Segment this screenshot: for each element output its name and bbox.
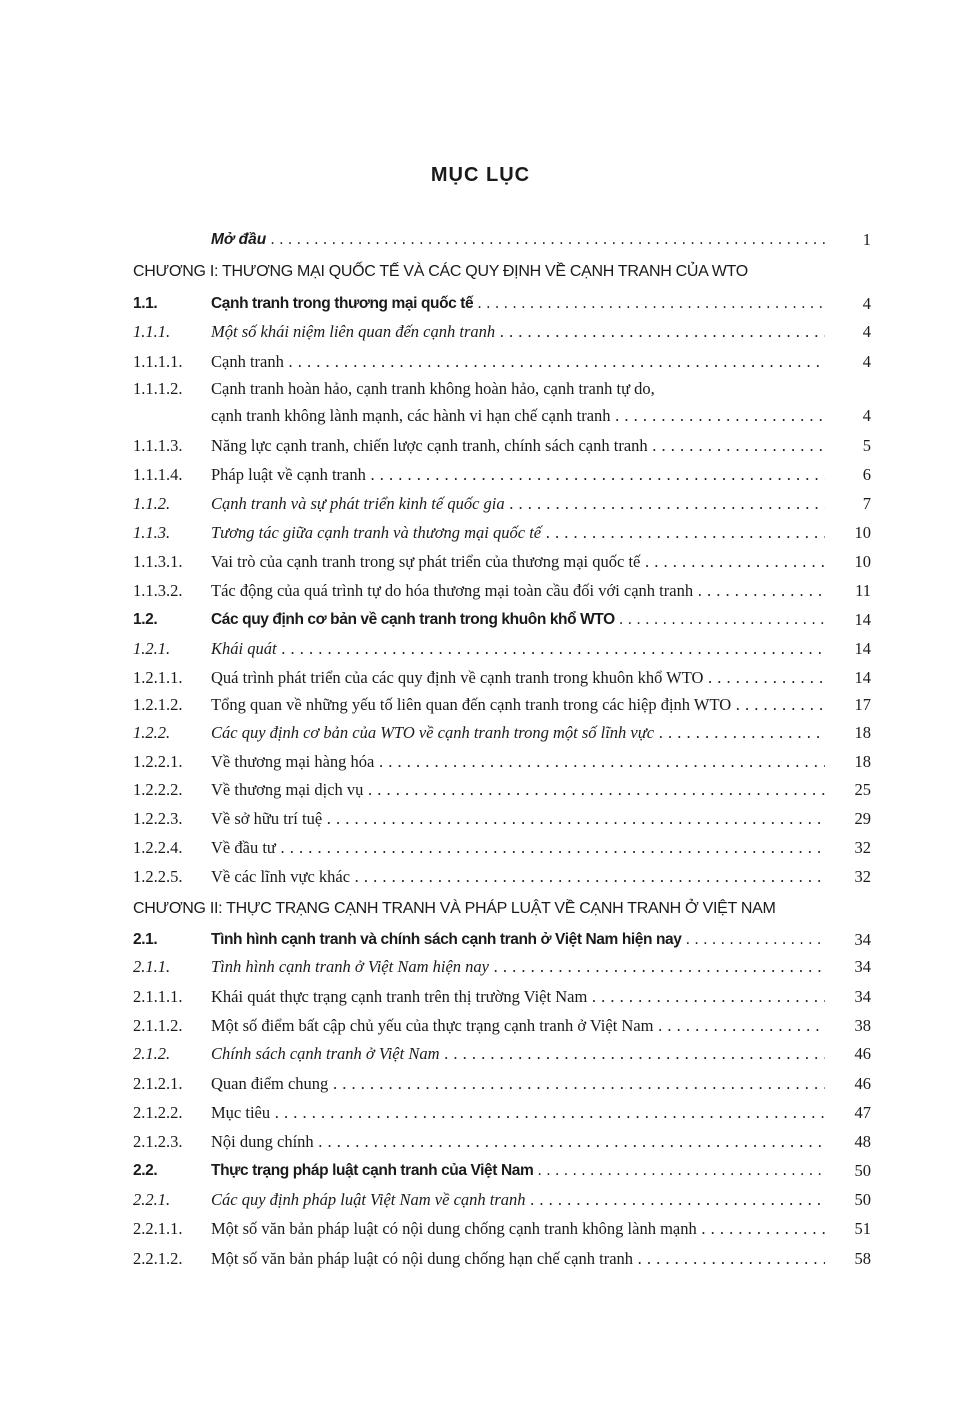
toc-entry-page: 47 <box>854 1103 871 1122</box>
chapter-title: CHƯƠNG I: THƯƠNG MẠI QUỐC TẾ VÀ CÁC QUY ĐỊNH VỀ CẠNH TRANH CỦA WTO <box>133 263 748 280</box>
toc-entry-number: 1.1.1. <box>133 322 171 341</box>
toc-entry <box>0 1071 961 1097</box>
toc-entry-page: 14 <box>854 610 871 629</box>
toc-entry <box>0 1246 961 1272</box>
toc-entry-text: Một số văn bản pháp luật có nội dung chống hạn chế cạnh tranh . . . <box>211 1246 825 1272</box>
toc-entry-number: 1.2.1.2. <box>133 695 183 714</box>
toc-entry <box>0 520 961 546</box>
toc-entry <box>0 607 961 633</box>
toc-entry-text: Cạnh tranh . . . <box>211 349 825 375</box>
toc-entry-text: Tình hình cạnh tranh ở Việt Nam hiện nay . . . <box>211 954 825 980</box>
toc-entry-page: 58 <box>854 1249 871 1268</box>
toc-entry-page: 32 <box>854 838 871 857</box>
toc-entry-number: 1.1.1.2. <box>133 379 183 398</box>
toc-entry-page: 34 <box>854 957 871 976</box>
toc-entry-page: 1 <box>862 230 871 249</box>
toc-entry-number: 1.2. <box>133 611 158 628</box>
toc-entry <box>0 376 961 402</box>
toc-entry <box>0 864 961 890</box>
toc-entry-number: 1.1.1.1. <box>133 352 183 371</box>
toc-entry-page: 14 <box>854 639 871 658</box>
toc-entry <box>0 806 961 832</box>
toc-entry-text: Về đầu tư . . . <box>211 835 825 861</box>
toc-entry-page: 10 <box>854 523 871 542</box>
toc-entry-text: Mục tiêu . . . <box>211 1100 825 1126</box>
toc-entry-text: Thực trạng pháp luật cạnh tranh của Việt Nam . . . <box>211 1158 825 1184</box>
toc-entry-text: Chính sách cạnh tranh ở Việt Nam . . . <box>211 1041 825 1067</box>
page-title: MỤC LỤC <box>430 164 531 186</box>
toc-entry <box>0 291 961 317</box>
toc-entry-text: Cạnh tranh trong thương mại quốc tế . . . <box>211 291 825 317</box>
toc-entry <box>0 1129 961 1155</box>
toc-entry-text: Về thương mại dịch vụ . . . <box>211 777 825 803</box>
toc-entry <box>0 1158 961 1184</box>
toc-entry <box>0 1013 961 1039</box>
toc-entry-page: 11 <box>855 581 871 600</box>
toc-entry-text: Tổng quan về những yếu tố liên quan đến cạnh tranh trong các hiệp định WTO . . . <box>211 692 825 718</box>
toc-entry-text: Tác động của quá trình tự do hóa thương mại toàn cầu đối với cạnh tranh . . . <box>211 578 825 604</box>
toc-entry <box>0 349 961 375</box>
toc-entry-text: Một số điểm bất cập chủ yếu của thực trạng cạnh tranh ở Việt Nam . . . <box>211 1013 825 1039</box>
toc-entry-text: Về thương mại hàng hóa . . . <box>211 749 825 775</box>
toc-entry <box>0 491 961 517</box>
toc-entry <box>0 1216 961 1242</box>
toc-entry-intro <box>0 227 961 253</box>
toc-entry-number: 2.2.1. <box>133 1190 171 1209</box>
toc-entry <box>0 1100 961 1126</box>
toc-entry-number: 2.1.2.3. <box>133 1132 183 1151</box>
toc-entry-page: 48 <box>854 1132 871 1151</box>
toc-entry <box>0 954 961 980</box>
toc-entry-page: 38 <box>854 1016 871 1035</box>
toc-entry-text: Một số khái niệm liên quan đến cạnh tranh . . . <box>211 319 825 345</box>
toc-entry-continuation <box>0 403 961 429</box>
toc-entry-text: Quan điểm chung . . . <box>211 1071 825 1097</box>
toc-entry-text: Khái quát thực trạng cạnh tranh trên thị trường Việt Nam . . . <box>211 984 825 1010</box>
toc-entry <box>0 1041 961 1067</box>
toc-entry-text: Về các lĩnh vực khác . . . <box>211 864 825 890</box>
chapter-heading-1 <box>0 259 961 285</box>
toc-entry-text: Một số văn bản pháp luật có nội dung chống cạnh tranh không lành mạnh . . . <box>211 1216 825 1242</box>
toc-entry-number: 1.1.1.4. <box>133 465 183 484</box>
toc-entry-text: Năng lực cạnh tranh, chiến lược cạnh tranh, chính sách cạnh tranh . . . <box>211 433 825 459</box>
chapter-heading-2 <box>0 896 961 922</box>
toc-entry-text: Nội dung chính . . . <box>211 1129 825 1155</box>
toc-entry-text: Các quy định cơ bản về cạnh tranh trong khuôn khổ WTO . . . <box>211 607 825 633</box>
toc-entry <box>0 665 961 691</box>
toc-entry <box>0 319 961 345</box>
toc-entry-page: 5 <box>862 436 871 455</box>
toc-entry <box>0 1187 961 1213</box>
toc-entry-text: Pháp luật về cạnh tranh . . . <box>211 462 825 488</box>
toc-entry-page: 25 <box>854 780 871 799</box>
toc-entry-text: Các quy định cơ bản của WTO về cạnh tranh trong một số lĩnh vực . . . <box>211 720 825 746</box>
chapter-title: CHƯƠNG II: THỰC TRẠNG CẠNH TRANH VÀ PHÁP LUẬT VỀ CẠNH TRANH Ở VIỆT NAM <box>133 900 776 917</box>
toc-entry-text: Quá trình phát triển của các quy định về cạnh tranh trong khuôn khổ WTO . . . <box>211 665 825 691</box>
toc-entry-page: 18 <box>854 752 871 771</box>
toc-entry-number: 1.1.2. <box>133 494 171 513</box>
toc-entry-page: 50 <box>854 1190 871 1209</box>
toc-entry-page: 4 <box>862 322 871 341</box>
toc-entry-number: 1.2.2.1. <box>133 752 183 771</box>
toc-entry <box>0 720 961 746</box>
toc-entry-text: Khái quát . . . <box>211 636 825 662</box>
toc-entry-number: 1.2.2.4. <box>133 838 183 857</box>
toc-entry-text: cạnh tranh không lành mạnh, các hành vi hạn chế cạnh tranh . . . <box>211 403 825 429</box>
toc-entry-page: 17 <box>854 695 871 714</box>
toc-entry <box>0 636 961 662</box>
toc-entry-text: Các quy định pháp luật Việt Nam về cạnh tranh . . . <box>211 1187 825 1213</box>
toc-entry-number: 2.1. <box>133 931 158 948</box>
toc-entry-number: 1.2.2. <box>133 723 171 742</box>
toc-entry-page: 4 <box>862 352 871 371</box>
toc-entry-number: 1.1.3.2. <box>133 581 183 600</box>
toc-entry-page: 51 <box>854 1219 871 1238</box>
toc-entry-page: 6 <box>862 465 871 484</box>
toc-entry-number: 2.1.2. <box>133 1044 171 1063</box>
toc-entry <box>0 578 961 604</box>
toc-entry-page: 18 <box>854 723 871 742</box>
toc-entry-number: 2.2. <box>133 1162 158 1179</box>
toc-entry-page: 14 <box>854 668 871 687</box>
toc-entry-page: 32 <box>854 867 871 886</box>
toc-entry <box>0 549 961 575</box>
toc-entry-text: Tương tác giữa cạnh tranh và thương mại quốc tế . . . <box>211 520 825 546</box>
toc-entry-text: Mở đầu . . . <box>211 227 825 253</box>
toc-entry-text: Tình hình cạnh tranh và chính sách cạnh tranh ở Việt Nam hiện nay . . . <box>211 927 825 953</box>
toc-entry-number: 1.1. <box>133 295 158 312</box>
toc-entry-page: 4 <box>862 406 871 425</box>
toc-entry <box>0 433 961 459</box>
toc-entry-number: 2.1.1.2. <box>133 1016 183 1035</box>
toc-entry-text: Vai trò của cạnh tranh trong sự phát triển của thương mại quốc tế . . . <box>211 549 825 575</box>
toc-entry-number: 1.2.2.5. <box>133 867 183 886</box>
toc-entry-number: 1.1.1.3. <box>133 436 183 455</box>
toc-entry-page: 50 <box>854 1161 871 1180</box>
toc-entry-number: 1.2.1.1. <box>133 668 183 687</box>
toc-entry-page: 29 <box>854 809 871 828</box>
toc-entry <box>0 835 961 861</box>
toc-entry <box>0 692 961 718</box>
toc-entry-number: 1.2.2.3. <box>133 809 183 828</box>
toc-entry-number: 1.2.1. <box>133 639 171 658</box>
toc-entry-number: 1.2.2.2. <box>133 780 183 799</box>
toc-entry-number: 1.1.3.1. <box>133 552 183 571</box>
toc-entry-number: 2.1.2.2. <box>133 1103 183 1122</box>
toc-entry-page: 46 <box>854 1044 871 1063</box>
toc-entry-number: 2.1.1. <box>133 957 171 976</box>
toc-entry-number: 2.2.1.2. <box>133 1249 183 1268</box>
toc-entry <box>0 927 961 953</box>
toc-entry-text: Về sở hữu trí tuệ . . . <box>211 806 825 832</box>
toc-entry-text: Cạnh tranh và sự phát triển kinh tế quốc gia . . . <box>211 491 825 517</box>
toc-entry-page: 34 <box>854 930 871 949</box>
toc-entry-number: 2.1.1.1. <box>133 987 183 1006</box>
toc-entry-page: 10 <box>854 552 871 571</box>
toc-entry-page: 7 <box>862 494 871 513</box>
toc-entry-page: 34 <box>854 987 871 1006</box>
toc-entry-page: 4 <box>862 294 871 313</box>
toc-entry-number: 2.2.1.1. <box>133 1219 183 1238</box>
toc-entry-number: 1.1.3. <box>133 523 171 542</box>
toc-entry <box>0 777 961 803</box>
toc-entry <box>0 984 961 1010</box>
toc-entry-number: 2.1.2.1. <box>133 1074 183 1093</box>
toc-entry-page: 46 <box>854 1074 871 1093</box>
toc-entry <box>0 462 961 488</box>
toc-entry-text: Cạnh tranh hoàn hảo, cạnh tranh không hoàn hảo, cạnh tranh tự do, <box>211 379 655 398</box>
toc-entry <box>0 749 961 775</box>
